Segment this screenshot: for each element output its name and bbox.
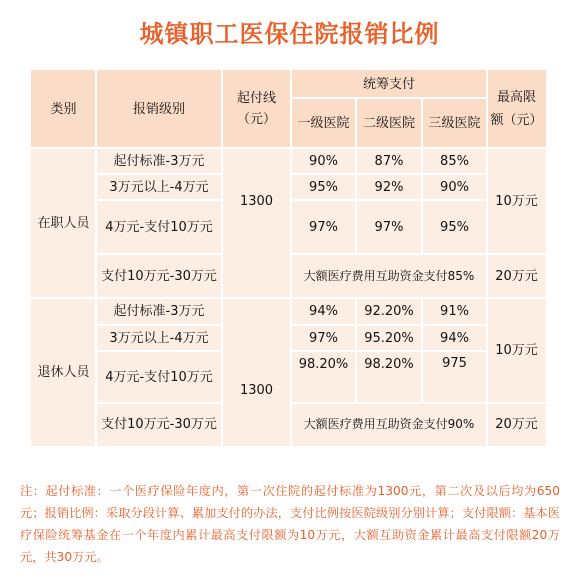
retired-h1-2: 97% bbox=[309, 330, 338, 346]
retired-h1-1: 94% bbox=[309, 304, 338, 319]
employed-big-level: 支付10万元-30万元 bbox=[101, 268, 217, 284]
page-title: 城镇职工医保住院报销比例 bbox=[139, 20, 440, 48]
employed-big-desc: 大额医疗费用互助资金支付85% bbox=[303, 268, 475, 283]
retired-max-2: 20万元 bbox=[495, 417, 538, 432]
employed-h3-2: 90% bbox=[440, 179, 469, 195]
header-deductible-unit: （元） bbox=[236, 112, 276, 127]
employed-deductible: 1300 bbox=[239, 193, 274, 209]
retired-big-level: 支付10万元-30万元 bbox=[101, 417, 217, 432]
retired-deductible-value: 1300 bbox=[239, 383, 274, 398]
retired-category: 退休人员 bbox=[37, 364, 90, 380]
employed-max-1: 10万元 bbox=[495, 193, 538, 209]
employed-level-3: 4万元-支付10万元 bbox=[105, 219, 213, 235]
employed-category: 在职人员 bbox=[37, 215, 90, 231]
employed-h1-3: 97% bbox=[309, 219, 338, 235]
header-max-line1: 最高限 bbox=[496, 90, 536, 105]
employed-max-2: 20万元 bbox=[495, 268, 538, 284]
retired-h2-2: 95.20% bbox=[364, 330, 414, 346]
retired-level-1: 起付标准-3万元 bbox=[113, 304, 205, 319]
retired-big-desc: 大额医疗费用互助资金支付90% bbox=[303, 417, 475, 431]
reimbursement-table bbox=[31, 70, 546, 446]
header-hospital-3: 三级医院 bbox=[428, 115, 481, 131]
retired-deductible bbox=[222, 298, 291, 488]
header-max bbox=[487, 70, 546, 148]
retired-h2-3: 98.20% bbox=[364, 356, 414, 372]
header-deductible bbox=[222, 70, 291, 148]
employed-level-1: 起付标准-3万元 bbox=[113, 153, 205, 169]
header-max-line2: 额（元） bbox=[490, 113, 543, 128]
retired-max-1: 10万元 bbox=[495, 343, 538, 358]
retired-h3-1: 91% bbox=[440, 304, 469, 319]
retired-level-2: 3万元以上-4万元 bbox=[109, 330, 209, 346]
header-deductible-label: 起付线 bbox=[236, 91, 276, 106]
retired-h3-2: 94% bbox=[440, 330, 469, 346]
employed-h2-3: 97% bbox=[374, 219, 404, 235]
retired-h3-3: 975 bbox=[442, 356, 467, 371]
employed-h1-1: 90% bbox=[309, 153, 338, 169]
employed-h2-1: 87% bbox=[374, 153, 404, 169]
employed-h3-3: 95% bbox=[440, 219, 469, 235]
retired-h2-1: 92.20% bbox=[364, 304, 414, 319]
header-level: 报销级别 bbox=[132, 101, 185, 117]
employed-h1-2: 95% bbox=[309, 179, 338, 195]
header-hospital-1: 一级医院 bbox=[297, 115, 350, 131]
header-category: 类别 bbox=[50, 101, 77, 117]
employed-h2-2: 92% bbox=[374, 179, 404, 195]
header-pooled: 统筹支付 bbox=[362, 76, 415, 92]
retired-h1-3: 98.20% bbox=[298, 356, 349, 372]
footnote: 注：起付标准：一个医疗保险年度内，第一次住院的起付标准为1300元，第二次及以后均为650元；报销比例：采取分段计算、累加支付的办法，支付比例按医院级别分别计算；支付限额：基本医疗保险统筹基金在一个年度内累计最高支付限额为10万元，大额互助资金累计最高支付限额20万元，共30万元。 bbox=[20, 484, 560, 564]
employed-h3-1: 85% bbox=[440, 153, 469, 169]
header-hospital-2: 二级医院 bbox=[362, 115, 415, 131]
retired-level-3: 4万元-支付10万元 bbox=[105, 369, 213, 385]
employed-level-2: 3万元以上-4万元 bbox=[109, 179, 209, 195]
